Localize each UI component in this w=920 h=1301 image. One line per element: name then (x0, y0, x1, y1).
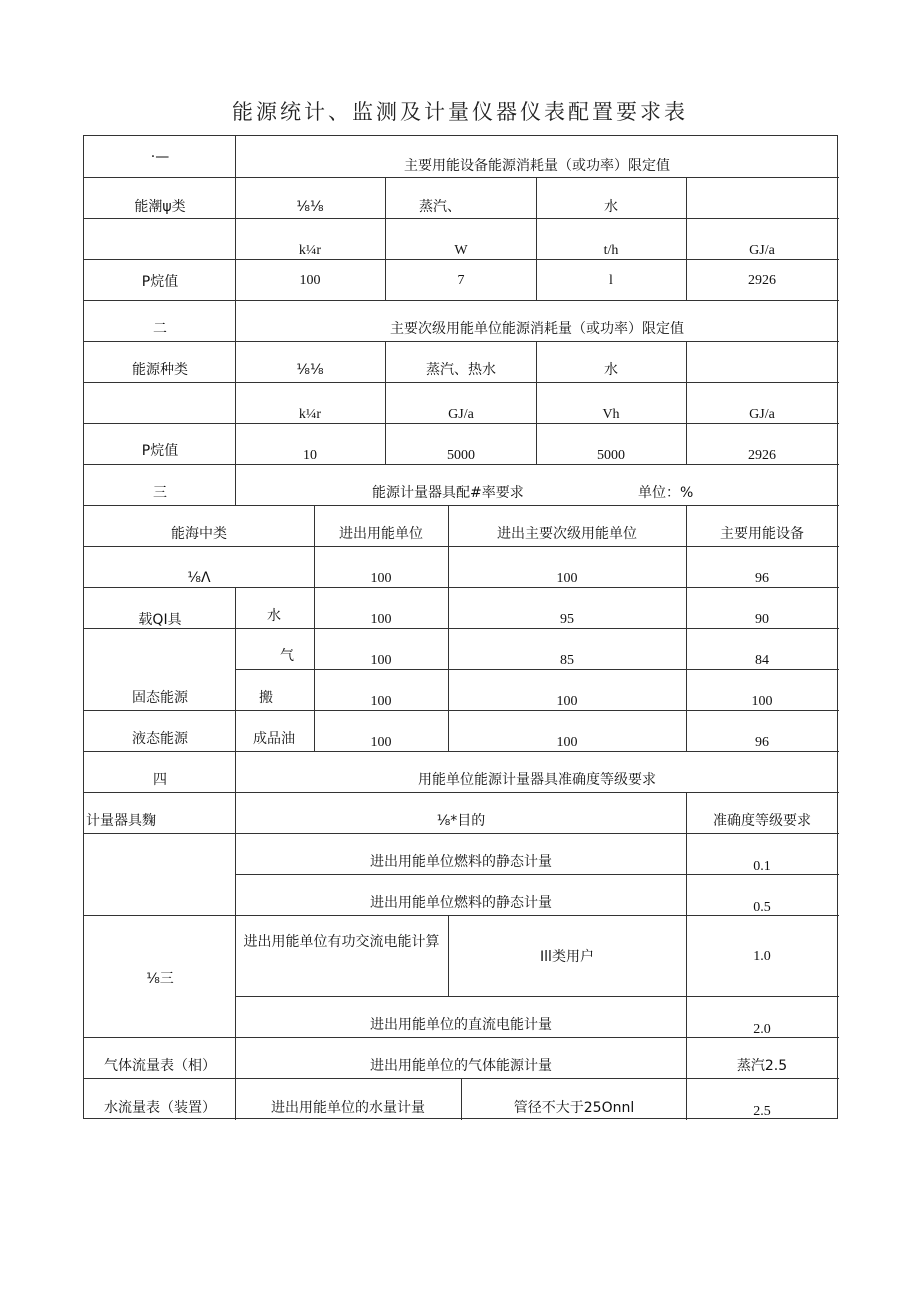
section-3-value: 100 (751, 694, 773, 709)
meter-requirements-table (83, 135, 838, 1119)
section-1-limit-value: 2926 (748, 273, 776, 288)
section-3-row-label: ⅛Λ (187, 570, 211, 586)
section-2-limit-value: 10 (303, 448, 317, 463)
document-title: 能源统计、监测及计量仪器仪表配置要求表 (232, 100, 688, 124)
section-1-limit-label: P烷值 (141, 274, 179, 290)
section-3-value: 100 (370, 694, 392, 709)
section-3-row-label: 液态能源 (132, 731, 188, 747)
section-4-grade: 0.1 (753, 859, 771, 874)
section-2-heading: 主要次级用能单位能源消耗量（或功率）限定值 (390, 321, 684, 337)
section-3-value: 85 (560, 653, 574, 668)
section-4-purpose: 进出用能单位燃料的静态计量 (370, 895, 552, 911)
section-4-ac-purpose: 进出用能单位有功交流电能计算 (243, 934, 440, 950)
section-4-dc-purpose: 进出用能单位的直流电能计量 (370, 1017, 552, 1033)
section-4-gas-grade: 蒸汽2.5 (736, 1058, 788, 1074)
section-2-unit: k¼r (298, 407, 322, 422)
section-2-limit-value: 5000 (597, 448, 625, 463)
section-3-value: 100 (370, 653, 392, 668)
section-3-value: 96 (755, 571, 769, 586)
section-1-kind-label: 能潮ψ类 (134, 199, 186, 215)
section-2-number: 二 (153, 321, 167, 337)
section-2-limit-value: 5000 (447, 448, 475, 463)
section-3-value: 100 (556, 571, 578, 586)
section-2-kind-electric: ⅛⅛ (296, 362, 324, 378)
section-2-unit: Vh (602, 407, 620, 422)
section-3-row-sublabel: 气 (280, 648, 294, 664)
section-2-unit: GJ/a (448, 407, 474, 422)
section-3-number: 三 (153, 485, 167, 501)
section-3-row-label: 固态能源 (132, 690, 188, 706)
section-3-col-header: 主要用能设备 (720, 526, 804, 542)
section-3-value: 90 (755, 612, 769, 627)
section-3-value: 96 (755, 735, 769, 750)
section-4-col-header: 准确度等级要求 (713, 813, 811, 829)
section-4-water-grade: 2.5 (753, 1104, 771, 1119)
section-4-grade: 0.5 (753, 900, 771, 915)
section-1-kind-electric: ⅛⅛ (296, 199, 324, 215)
section-3-heading: 能源计量器具配#率要求 (372, 485, 524, 501)
section-4-grade: 1.0 (753, 949, 771, 964)
section-1-unit: k¼r (298, 243, 322, 258)
section-3-value: 100 (556, 694, 578, 709)
section-4-col-header: ⅛*目的 (436, 813, 486, 829)
section-4-heading: 用能单位能源计量器具准确度等级要求 (418, 772, 656, 788)
section-3-value: 100 (370, 612, 392, 627)
section-1-heading: 主要用能设备能源消耗量（或功率）限定值 (404, 158, 670, 174)
section-3-value: 100 (556, 735, 578, 750)
section-2-limit-value: 2926 (748, 448, 776, 463)
section-1-unit: W (454, 243, 468, 258)
section-2-limit-label: P烷值 (141, 443, 179, 459)
section-2-kind-water: 水 (604, 362, 618, 378)
section-3-value: 84 (755, 653, 769, 668)
section-4-water-label: 水流量表（装置） (104, 1100, 216, 1116)
section-4-number: 四 (153, 772, 167, 788)
section-2-unit: GJ/a (749, 407, 775, 422)
section-4-group-label: ⅛三 (146, 971, 174, 987)
section-4-grade: 2.0 (753, 1022, 771, 1037)
section-1-unit: t/h (603, 243, 619, 258)
section-1-limit-value: 7 (457, 273, 465, 288)
section-4-gas-label: 气体流量表（相） (104, 1058, 216, 1074)
section-3-col-header: 进出主要次级用能单位 (497, 526, 637, 542)
section-3-value: 95 (560, 612, 574, 627)
section-3-unit-note: 单位：% (638, 485, 694, 501)
section-3-value: 100 (370, 571, 392, 586)
section-1-number: ·— (150, 149, 170, 165)
section-1-unit: GJ/a (749, 243, 775, 258)
section-3-row-sublabel: 成品油 (253, 731, 295, 747)
section-4-water-condition: 管径不大于25Onnl (513, 1100, 635, 1116)
section-4-water-purpose: 进出用能单位的水量计量 (271, 1100, 425, 1116)
section-2-kind-label: 能源种类 (132, 362, 188, 378)
section-2-kind-steam: 蒸汽、热水 (426, 362, 496, 378)
section-3-col-header: 进出用能单位 (339, 526, 423, 542)
section-3-row-sublabel: 搬 (259, 690, 273, 706)
section-1-limit-value: l (609, 273, 613, 288)
section-4-purpose: 进出用能单位燃料的静态计量 (370, 854, 552, 870)
section-4-ac-class: Ill类用户 (540, 949, 594, 965)
section-1-kind-water: 水 (604, 199, 618, 215)
section-3-row-label: 载QI具 (138, 612, 182, 628)
section-3-row-sublabel: 水 (267, 608, 281, 624)
section-4-col-header: 计量器具麴 (86, 813, 156, 829)
section-1-limit-value: 100 (299, 273, 321, 288)
section-3-col-header: 能海中类 (171, 526, 227, 542)
section-1-kind-steam: 蒸汽、 (419, 199, 461, 215)
section-3-value: 100 (370, 735, 392, 750)
section-4-gas-purpose: 进出用能单位的气体能源计量 (370, 1058, 552, 1074)
